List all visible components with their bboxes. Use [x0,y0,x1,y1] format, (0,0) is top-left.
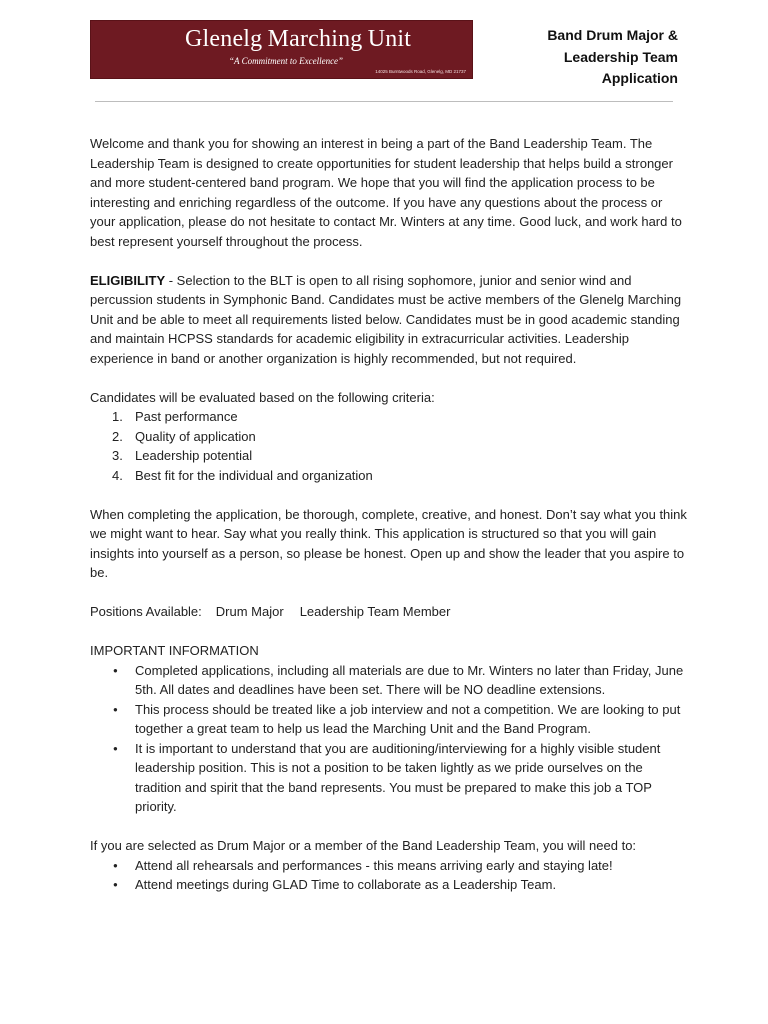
list-item: ● Attend all rehearsals and performances - this means arriving early and staying late! [90,856,690,876]
list-item: ● Attend meetings during GLAD Time to collaborate as a Leadership Team. [90,875,690,895]
position-option: Leadership Team Member [299,604,451,619]
list-item [90,466,690,486]
list-item: ● Completed applications, including all materials are due to Mr. Winters no later than Friday, June 5th. All dates and deadlines have been set. There will be NO deadline extensions. [90,661,690,700]
list-item: ● It is important to understand that you are auditioning/interviewing for a highly visible student leadership position. This is not a position to be taken lightly as we pride ourselves on the tradition and spirit that the band represents. You must be prepared to make this job a TOP priority. [90,739,690,817]
list-item [90,407,690,427]
logo-name-middle: Marching [267,26,363,52]
selected-list [90,856,690,895]
criteria-intro: Candidates will be evaluated based on the following criteria: [90,389,435,405]
list-item-text: Best fit for the individual and organization [135,467,373,483]
selected-intro: If you are selected as Drum Major or a member of the Band Leadership Team, you will need to: [90,838,637,853]
document-title [478,25,678,90]
logo-motto: “A Commitment to Excellence” [229,56,344,66]
position-option: Drum Major [215,604,284,619]
list-item-text: Quality of application [135,428,256,444]
list-item-text: Past performance [135,409,238,424]
logo-title [185,26,411,53]
document-body [90,134,690,895]
document-title-line: Band Drum Major & [547,27,678,43]
important-heading: IMPORTANT INFORMATION [90,643,259,658]
eligibility-label: ELIGIBILITY [90,272,166,288]
document-title-line: Application [601,70,678,86]
completing-paragraph: When completing the application, be thorough, complete, creative, and honest. Don’t say what you think we might want to hear. Say what you really think. This application is structured so that you will gain insights into yourself as a person, so please be honest. Open up and show the leader that you aspire to be. [90,506,687,580]
eligibility-paragraph [90,271,690,369]
logo-banner [90,20,473,79]
logo-name-first: Glenelg [185,26,263,52]
list-number: 3. [112,448,123,463]
header-divider [95,101,673,102]
list-item [90,446,690,466]
list-number: 2. [112,428,123,444]
document-title-line: Leadership Team [563,48,678,65]
logo-address: 14025 Burntwoods Road, Glenelg, MD 21737 [375,69,466,74]
list-item-text: Leadership potential [135,448,253,463]
important-list [90,661,690,817]
list-number: 1. [112,409,123,424]
list-item: ● This process should be treated like a job interview and not a competition. We are looking to put together a great team to help us lead the Marching Unit and the Band Program. [90,700,690,739]
list-number: 4. [112,467,123,483]
positions-line [90,602,690,622]
intro-paragraph: Welcome and thank you for showing an interest in being a part of the Band Leadership Team. The Leadership Team is designed to create opportunities for student leadership that helps build a stronger and more student-centered band program. We hope that you will find the application process to be interesting and enriching regardless of the outcome. If you have any questions about the process or your application, please do not hesitate to contact Mr. Winters at any time. Good luck, and work hard to best represent yourself throughout the process. [90,136,682,249]
logo-name-last: Unit [367,26,412,52]
list-item [90,427,690,447]
positions-label: Positions Available: [90,604,202,619]
criteria-list [90,407,690,485]
eligibility-text: - Selection to the BLT is open to all rising sophomore, junior and senior wind and percussion students in Symphonic Band. Candidates must be active members of the Glenelg Marching Unit and be able to meet all requirements listed below. Candidates must be in good academic standing and maintain HCPSS standards for academic eligibility in extracurricular activities. Leadership experience in band or another organization is highly recommended, but not required. [90,272,682,366]
